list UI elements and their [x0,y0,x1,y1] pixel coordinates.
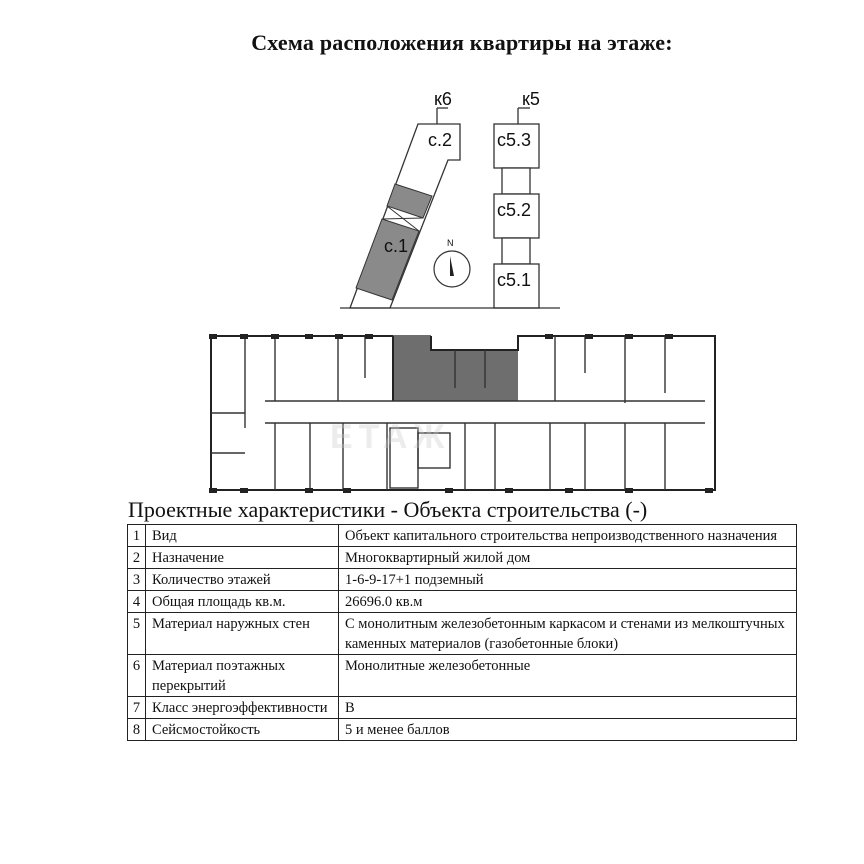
label-c1: с.1 [384,236,409,256]
row-value: Объект капитального строительства непроизводственного назначения [339,525,797,547]
site-plan [340,80,560,310]
row-label: Назначение [146,547,339,569]
row-number: 4 [128,591,146,613]
row-label: Класс энергоэффективности [146,697,339,719]
north-label: N [447,238,454,248]
row-value: B [339,697,797,719]
row-value: Монолитные железобетонные [339,655,797,697]
row-label: Количество этажей [146,569,339,591]
row-value: 5 и менее баллов [339,719,797,741]
row-number: 5 [128,613,146,655]
label-k6: к6 [434,89,452,109]
row-label: Вид [146,525,339,547]
page-title: Схема расположения квартиры на этаже: [251,30,673,55]
table-row [128,655,797,697]
row-value: Многоквартирный жилой дом [339,547,797,569]
table-row [128,569,797,591]
table-row [128,719,797,741]
label-c2: с.2 [428,130,453,150]
row-number: 3 [128,569,146,591]
row-number: 8 [128,719,146,741]
row-value: 26696.0 кв.м [339,591,797,613]
row-number: 2 [128,547,146,569]
floor-plan [205,333,717,493]
table-row [128,613,797,655]
row-number: 6 [128,655,146,697]
label-k5: к5 [522,89,540,109]
label-c53: с5.3 [497,130,532,150]
table-row [128,525,797,547]
section-title: Проектные характеристики - Объекта строительства (-) [128,497,648,522]
row-label: Материал поэтажных перекрытий [146,655,339,697]
row-number: 7 [128,697,146,719]
label-c52: с5.2 [497,200,532,220]
row-label: Материал наружных стен [146,613,339,655]
label-c51: с5.1 [497,270,532,290]
properties-table [127,524,797,741]
table-row [128,697,797,719]
row-label: Общая площадь кв.м. [146,591,339,613]
table-row [128,547,797,569]
watermark: ETAЖ [330,418,451,456]
row-value: С монолитным железобетонным каркасом и стенами из мелкоштучных каменных материалов (газобетонные блоки) [339,613,797,655]
row-label: Сейсмостойкость [146,719,339,741]
row-number: 1 [128,525,146,547]
table-row [128,591,797,613]
row-value: 1-6-9-17+1 подземный [339,569,797,591]
